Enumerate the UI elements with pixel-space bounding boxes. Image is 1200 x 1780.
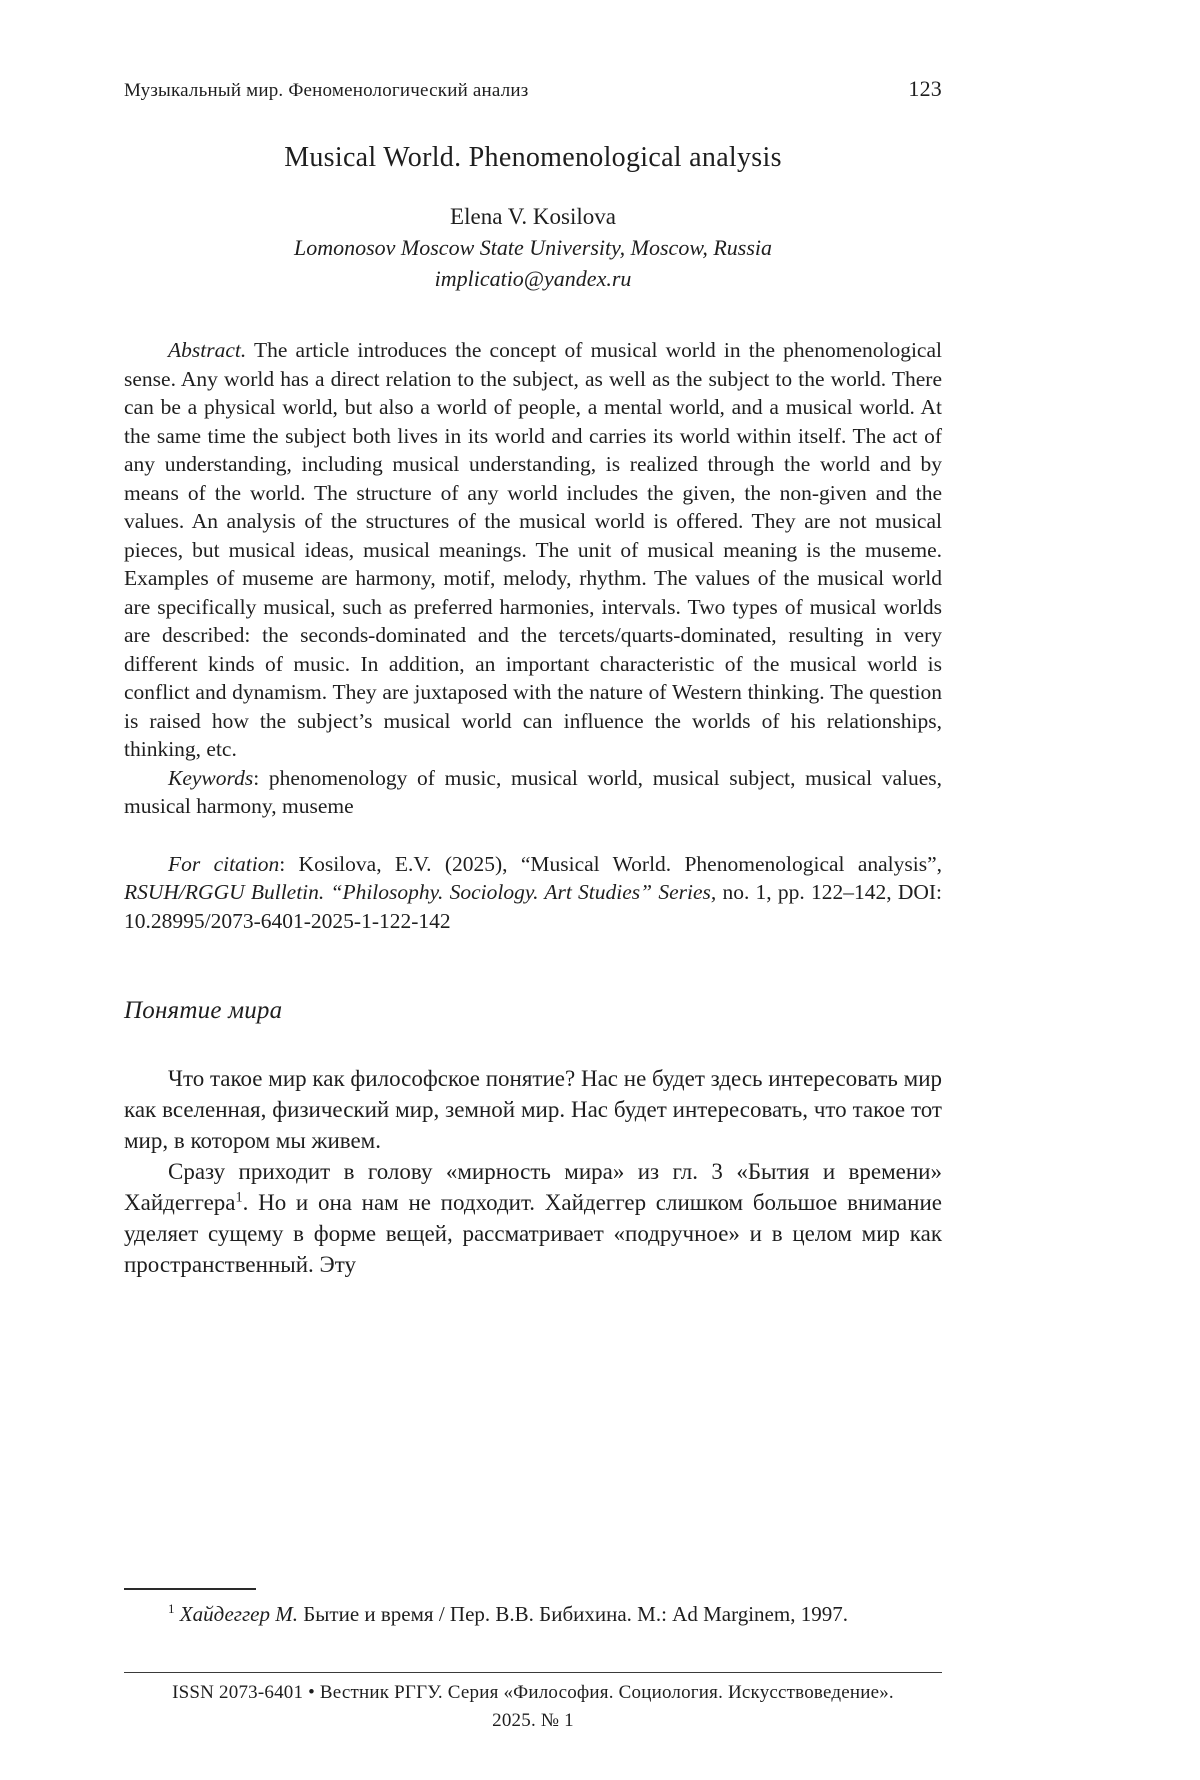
footer-issn-line: ISSN 2073-6401 • Вестник РГГУ. Серия «Философия. Социология. Искусствоведение». <box>172 1682 894 1703</box>
author-affiliation: Lomonosov Moscow State University, Moscow, Russia <box>293 235 773 260</box>
paragraph-2 <box>124 1156 942 1280</box>
article-title: Musical World. Phenomenological analysis <box>284 142 782 173</box>
section-heading: Понятие мира <box>124 997 283 1024</box>
footnote-separator-rule <box>124 1588 256 1590</box>
abstract-text: The article introduces the concept of musical world in the phenomenological sense. Any world has a direct relation to the subject, as well as the subject to the world. There can be a physical world, but also a world of people, a mental world, and a musical world. At the same time the subject both lives in its world and carries its world within itself. The act of any understanding, including musical understanding, is realized through the world and by means of the world. The structure of any world includes the given, the non-given and the values. An analysis of the structures of the musical world is offered. They are not musical pieces, but musical ideas, musical meanings. The unit of musical meaning is the museme. Examples of museme are harmony, motif, melody, rhythm. The values of the musical world are specifically musical, such as preferred harmonies, intervals. Two types of musical worlds are described: the seconds-dominated and the tercets/quarts-dominated, resulting in very different kinds of music. In addition, an important characteristic of the musical world is conflict and dynamism. They are juxtaposed with the nature of Western thinking. The question is raised how the subject’s musical world can influence the worlds of his relationships, thinking, etc. <box>124 338 942 761</box>
paragraph-1: Что такое мир как философское понятие? Нас не будет здесь интересовать мир как вселенная, физический мир, земной мир. Нас будет интересовать, что такое тот мир, в котором мы живем. <box>124 1066 942 1153</box>
running-head-text: Музыкальный мир. Феноменологический анализ <box>124 80 529 101</box>
footer-issue-line: 2025. № 1 <box>492 1710 574 1731</box>
paragraph-2-text-after: . Но и она нам не подходит. Хайдеггер слишком большое внимание уделяет сущему в форме вещей, рассматривает «подручное» и в целом мир как пространственный. Эту <box>124 1190 942 1277</box>
footnote <box>124 1600 942 1628</box>
page-bottom <box>124 1588 942 1732</box>
keywords-paragraph <box>124 764 942 821</box>
author-name: Elena V. Kosilova <box>450 204 616 229</box>
footnote-author: Хайдеггер М. <box>174 1602 298 1626</box>
abstract-paragraph <box>124 336 942 764</box>
keywords-label: Keywords <box>168 765 254 790</box>
citation-paragraph <box>124 850 942 936</box>
abstract-label: Abstract. <box>168 338 247 362</box>
footnote-reference-marker: 1 <box>235 1189 243 1206</box>
keywords-text: : phenomenology of music, musical world, musical subject, musical values, musical harmony, museme <box>124 765 942 818</box>
citation-doi: no. 1, pp. 122–142, DOI: 10.28995/2073-6401-2025-1-122-142 <box>124 880 943 933</box>
page-footer <box>124 1672 942 1732</box>
citation-label: For citation <box>168 851 280 876</box>
footnote-marker: 1 <box>168 1601 175 1616</box>
footnote-text: Бытие и время / Пер. В.В. Бибихина. М.: Ad Marginem, 1997. <box>298 1602 848 1626</box>
running-header <box>124 76 942 102</box>
paragraph-2-text-before: Сразу приходит в голову «мирность мира» из гл. 3 «Бытия и времени» Хайдеггера <box>124 1159 942 1215</box>
citation-text: : Kosilova, E.V. (2025), “Musical World. Phenomenological analysis”, <box>279 851 942 876</box>
page-number: 123 <box>908 76 942 101</box>
author-email: implicatio@yandex.ru <box>434 266 632 291</box>
citation-source: RSUH/RGGU Bulletin. “Philosophy. Sociology. Art Studies” Series, <box>124 880 717 904</box>
